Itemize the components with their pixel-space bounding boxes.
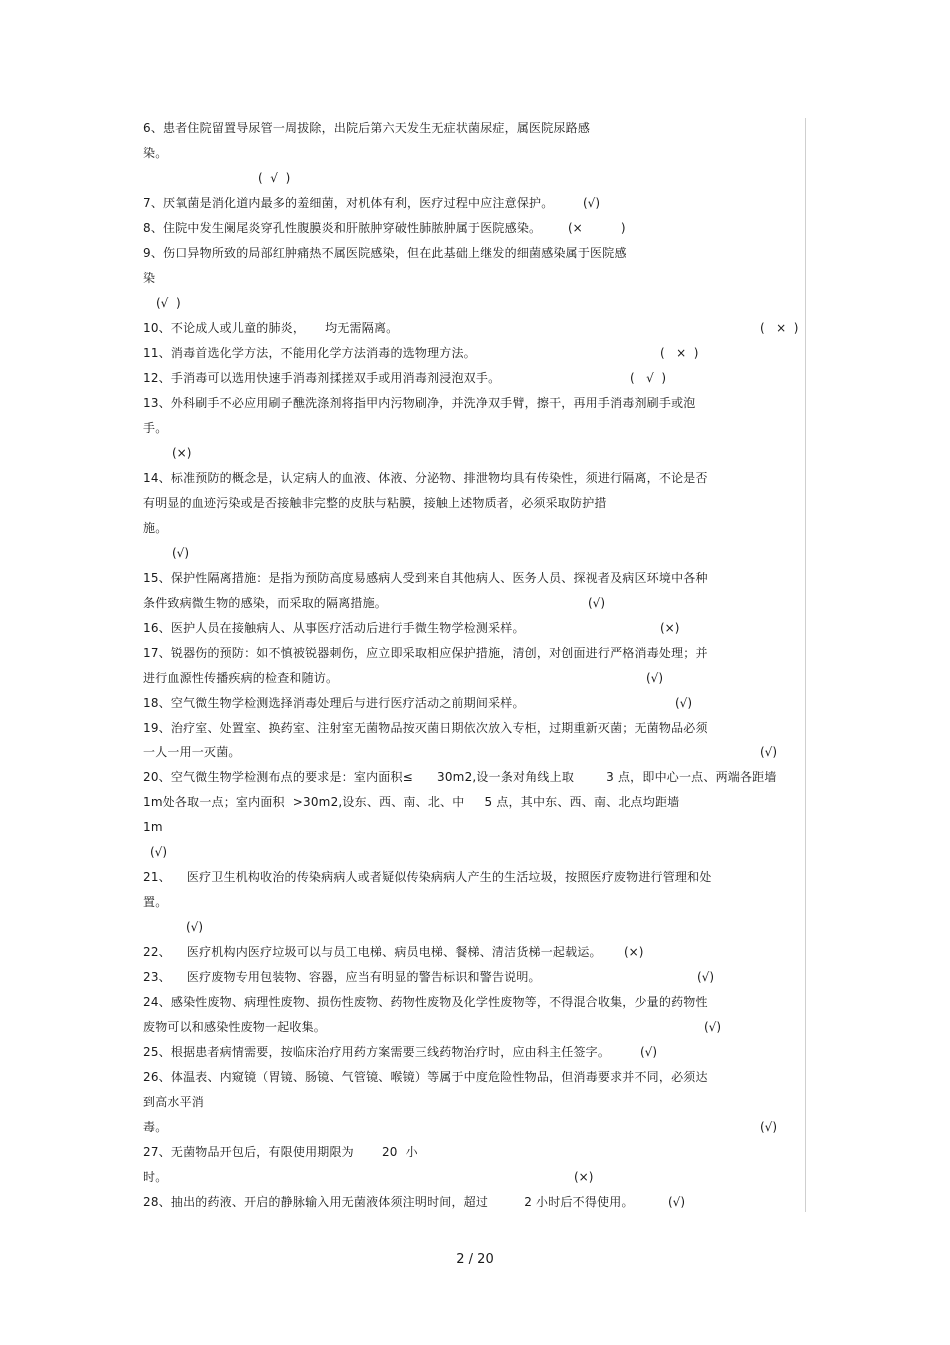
item-21-mark: (√) — [186, 920, 204, 934]
item-8-mark: (× ) — [568, 221, 626, 235]
item-13-mark: (×) — [172, 446, 192, 460]
item-17-line-1: 17、锐器伤的预防：如不慎被锐器刺伤，应立即采取相应保护措施，清创，对创面进行严格消毒处理；并 — [143, 646, 708, 660]
item-25-mark: (√) — [640, 1045, 658, 1059]
item-6-line-1: 6、患者住院留置导尿管一周拔除，出院后第六天发生无症状菌尿症，属医院尿路感 — [143, 121, 591, 135]
item-9-line-2: 染 — [143, 271, 156, 285]
item-13-line-1: 13、外科刷手不必应用刷子醮洗涤剂将指甲内污物刷净，并洗净双手臂，擦干，再用手消毒剂刷手或泡 — [143, 396, 696, 410]
item-22-mark: (×) — [624, 945, 644, 959]
item-14-line-1: 14、标准预防的概念是，认定病人的血液、体液、分泌物、排泄物均具有传染性，须进行隔离，不论是否 — [143, 471, 708, 485]
item-11-line-1: 11、消毒首选化学方法，不能用化学方法消毒的选物理方法。 — [143, 346, 476, 360]
item-26-line-2: 到高水平消 — [143, 1095, 205, 1109]
item-26-mark: (√) — [760, 1120, 778, 1134]
item-15-mark: (√) — [588, 596, 606, 610]
item-20-line-2: 1m处各取一点；室内面积 >30m2,设东、西、南、北、中 5 点，其中东、西、南、北点均距墙 — [143, 795, 680, 809]
item-22-line-1: 22、 医疗机构内医疗垃圾可以与员工电梯、病员电梯、餐梯、清洁货梯一起载运。 — [143, 945, 602, 959]
item-15-line-1: 15、保护性隔离措施：是指为预防高度易感病人受到来自其他病人、医务人员、探视者及病区环境中各种 — [143, 571, 708, 585]
item-24-mark: (√) — [704, 1020, 722, 1034]
item-19-mark: (√) — [760, 745, 778, 759]
item-6-mark: ( √ ) — [258, 171, 291, 185]
item-14-line-3: 施。 — [143, 521, 168, 535]
item-27-line-1: 27、无菌物品开包后，有限使用期限为 20 小 — [143, 1145, 418, 1159]
item-28-line-1: 28、抽出的药液、开启的静脉输入用无菌液体须注明时间，超过 2 小时后不得使用。 — [143, 1195, 634, 1209]
item-14-line-2: 有明显的血迹污染或是否接触非完整的皮肤与粘膜，接触上述物质者，必须采取防护措 — [143, 496, 607, 510]
page-number: 2 / 20 — [456, 1252, 494, 1267]
item-9-mark: (√ ) — [156, 296, 181, 310]
item-13-line-2: 手。 — [143, 421, 168, 435]
item-12-mark: ( √ ) — [630, 371, 667, 385]
item-28-mark: (√) — [668, 1195, 686, 1209]
item-19-line-1: 19、治疗室、处置室、换药室、注射室无菌物品按灭菌日期依次放入专柜，过期重新灭菌；无菌物品必须 — [143, 721, 708, 735]
item-18-mark: (√) — [675, 696, 693, 710]
right-margin-rule — [805, 118, 806, 1212]
item-15-line-2: 条件致病微生物的感染，而采取的隔离措施。 — [143, 596, 388, 610]
item-26-line-1: 26、体温表、内窥镜（胃镜、肠镜、气管镜、喉镜）等属于中度危险性物品，但消毒要求并不同，必须达 — [143, 1070, 708, 1084]
item-7-mark: (√) — [583, 196, 601, 210]
item-21-line-2: 置。 — [143, 895, 168, 909]
item-8-line-1: 8、住院中发生阑尾炎穿孔性腹膜炎和肝脓肿穿破性肺脓肿属于医院感染。 — [143, 221, 542, 235]
item-26-line-3: 毒。 — [143, 1120, 168, 1134]
item-27-line-2: 时。 — [143, 1170, 168, 1184]
item-11-mark: ( × ) — [660, 346, 699, 360]
item-14-mark: (√) — [172, 546, 190, 560]
item-16-line-1: 16、医护人员在接触病人、从事医疗活动后进行手微生物学检测采样。 — [143, 621, 525, 635]
item-10-mark: ( × ) — [760, 321, 799, 335]
item-24-line-1: 24、感染性废物、病理性废物、损伤性废物、药物性废物及化学性废物等，不得混合收集，少量的药物性 — [143, 995, 708, 1009]
item-6-line-2: 染。 — [143, 146, 168, 160]
item-23-line-1: 23、 医疗废物专用包装物、容器，应当有明显的警告标识和警告说明。 — [143, 970, 541, 984]
item-21-line-1: 21、 医疗卫生机构收治的传染病病人或者疑似传染病病人产生的生活垃圾，按照医疗废物进行管理和处 — [143, 870, 712, 884]
item-7-line-1: 7、厌氧菌是消化道内最多的羞细菌，对机体有利，医疗过程中应注意保护。 — [143, 196, 554, 210]
item-20-line-3: 1m — [143, 820, 163, 834]
item-25-line-1: 25、根据患者病情需要，按临床治疗用药方案需要三线药物治疗时，应由科主任签字。 — [143, 1045, 611, 1059]
item-27-mark: (×) — [574, 1170, 594, 1184]
item-19-line-2: 一人一用一灭菌。 — [143, 745, 241, 759]
item-17-mark: (√) — [646, 671, 664, 685]
item-18-line-1: 18、空气微生物学检测选择消毒处理后与进行医疗活动之前期间采样。 — [143, 696, 525, 710]
item-9-line-1: 9、伤口异物所致的局部红肿痛热不属医院感染，但在此基础上继发的细菌感染属于医院感 — [143, 246, 627, 260]
item-16-mark: (×) — [660, 621, 680, 635]
item-12-line-1: 12、手消毒可以选用快速手消毒剂揉搓双手或用消毒剂浸泡双手。 — [143, 371, 501, 385]
item-17-line-2: 进行血源性传播疾病的检查和随访。 — [143, 671, 339, 685]
item-20-mark: (√) — [150, 845, 168, 859]
item-23-mark: (√) — [697, 970, 715, 984]
item-10-line-1: 10、不论成人或儿童的肺炎， 均无需隔离。 — [143, 321, 399, 335]
item-20-line-1: 20、空气微生物学检测布点的要求是：室内面积≤ 30m2,设一条对角线上取 3 点，即中心一点、两端各距墙 — [143, 770, 777, 784]
item-24-line-2: 废物可以和感染性废物一起收集。 — [143, 1020, 327, 1034]
